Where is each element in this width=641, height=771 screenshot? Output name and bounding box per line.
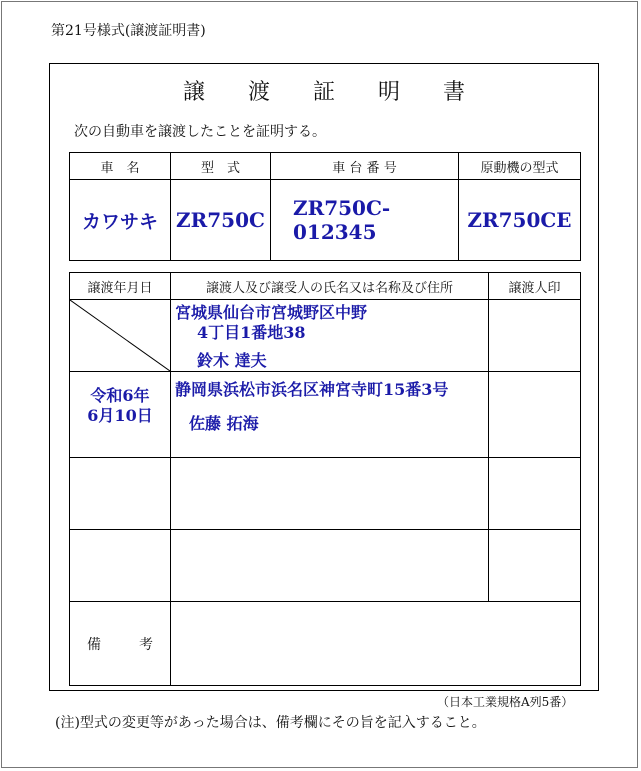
- transfer-row-2: [70, 372, 581, 458]
- vehicle-table: [69, 152, 581, 261]
- chassis-value-line1: ZR750C-: [293, 196, 391, 220]
- document-title: 譲 渡 証 明 書: [183, 80, 483, 105]
- seal-cell-1: [489, 300, 581, 372]
- date-cell-4: [70, 530, 171, 602]
- footnote: (注)型式の変更等があった場合は、備考欄にその旨を記入すること。: [55, 715, 486, 731]
- party-cell-3: [171, 458, 489, 530]
- maker-value: カワサキ: [81, 210, 158, 233]
- transfer-row-4: [70, 530, 581, 602]
- form-number: 第21号様式(譲渡証明書): [51, 23, 206, 39]
- diagonal-strike-line: [70, 300, 170, 371]
- model-cell: [171, 180, 271, 261]
- header-transfer-date: 譲渡年月日: [70, 273, 171, 300]
- certification-statement: 次の自動車を譲渡したことを証明する。: [74, 124, 326, 140]
- transfer-row-3: [70, 458, 581, 530]
- party-cell-2: [171, 372, 489, 458]
- date-cell-struck: [70, 300, 171, 372]
- party-cell-1: [171, 300, 489, 372]
- transferor-name: 鈴木 達夫: [197, 351, 267, 370]
- header-chassis-number: 車 台 番 号: [271, 153, 459, 180]
- chassis-value-line2: 012345: [293, 220, 377, 244]
- transfer-table: [69, 272, 581, 686]
- party-cell-4: [171, 530, 489, 602]
- transfer-date-line2: 6月10日: [87, 406, 153, 425]
- engine-cell: [459, 180, 581, 261]
- transferor-address-line1: 宮城県仙台市宮城野区中野: [175, 303, 368, 322]
- transferee-address: 静岡県浜松市浜名区神宮寺町15番3号: [175, 380, 449, 399]
- seal-cell-4: [489, 530, 581, 602]
- header-engine-model: 原動機の型式: [459, 153, 581, 180]
- vehicle-data-row: [70, 180, 581, 261]
- transferor-address-line2: 4丁目1番地38: [197, 323, 306, 342]
- date-cell-3: [70, 458, 171, 530]
- jis-size-note: （日本工業規格A列5番）: [437, 695, 574, 709]
- header-maker: 車 名: [70, 153, 171, 180]
- header-transferor-seal: 譲渡人印: [489, 273, 581, 300]
- vehicle-header-row: [70, 153, 581, 180]
- transfer-row-1: [70, 300, 581, 372]
- transfer-date-line1: 令和6年: [90, 386, 150, 405]
- seal-cell-2: [489, 372, 581, 458]
- model-value: ZR750C: [176, 208, 265, 232]
- engine-model-value: ZR750CE: [467, 208, 572, 232]
- chassis-cell: [271, 180, 459, 261]
- header-party-name-address: 譲渡人及び譲受人の氏名又は名称及び住所: [171, 273, 489, 300]
- remarks-field: [171, 602, 581, 686]
- maker-cell: [70, 180, 171, 261]
- remarks-row: [70, 602, 581, 686]
- transfer-date-cell: [70, 372, 171, 458]
- transfer-header-row: [70, 273, 581, 300]
- seal-cell-3: [489, 458, 581, 530]
- transferee-name: 佐藤 拓海: [189, 414, 259, 433]
- header-model: 型 式: [171, 153, 271, 180]
- remarks-label: 備 考: [70, 602, 171, 686]
